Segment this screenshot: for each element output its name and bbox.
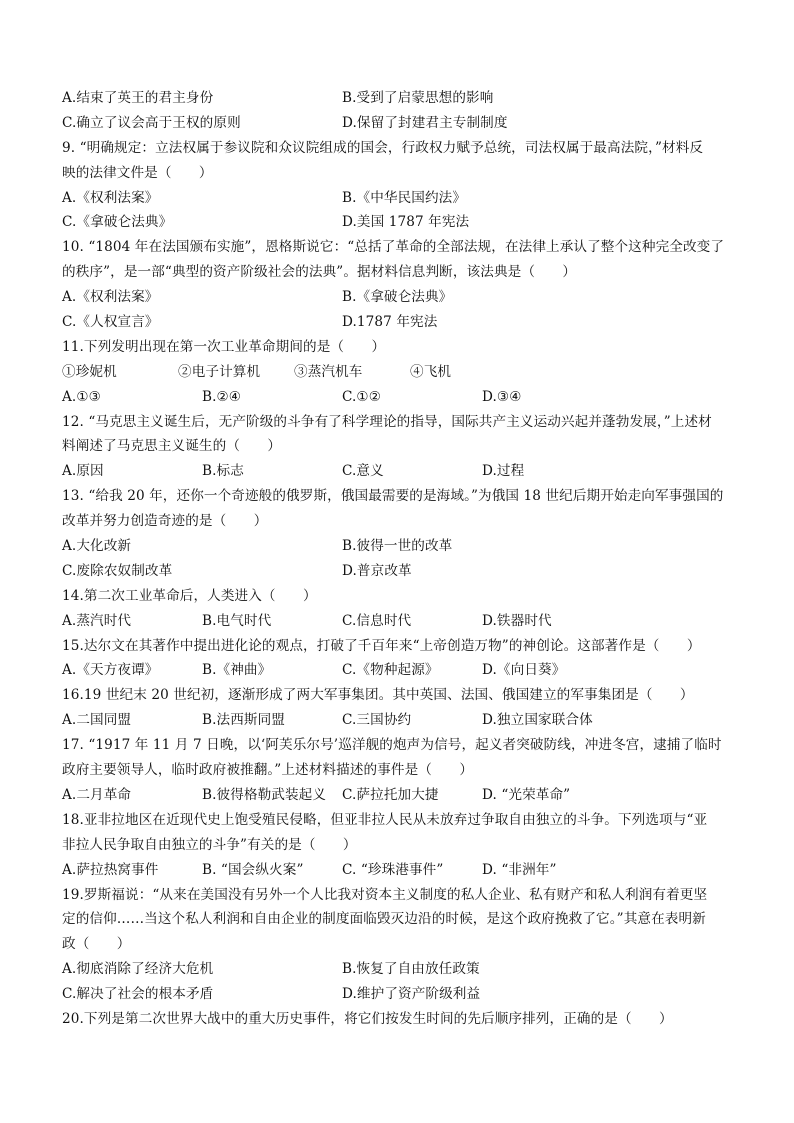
question-text-line: 14.第二次工业革命后，人类进入（ ）	[62, 587, 317, 604]
question-text-line: 政（ ）	[62, 936, 131, 953]
answer-option: B.标志	[202, 463, 244, 480]
answer-option: B.《中华民国约法》	[342, 189, 467, 206]
list-item: ①珍妮机	[62, 363, 117, 380]
question-text-line: 15.达尔文在其著作中提出进化论的观点，打破了千百年来“上帝创造万物”的神创论。这部著作是（ ）	[62, 637, 701, 654]
question-text-line: 12. “马克思主义诞生后，无产阶级的斗争有了科学理论的指导，国际共产主义运动兴起并蓬勃发展，”上述材	[62, 413, 712, 430]
answer-option: A.《天方夜谭》	[62, 662, 159, 679]
answer-option: C.信息时代	[342, 612, 412, 629]
question-text-line: 16.19 世纪末 20 世纪初，逐渐形成了两大军事集团。其中英国、法国、俄国建立的军事集团是（ ）	[62, 687, 694, 704]
answer-option: D.美国 1787 年宪法	[342, 214, 470, 231]
answer-options-row	[62, 957, 742, 982]
answer-option: C.解决了社会的根本矛盾	[62, 986, 214, 1003]
answer-option: C.《拿破仑法典》	[62, 214, 173, 231]
answer-option: C.《物种起源》	[342, 662, 439, 679]
answer-option: C.废除农奴制改革	[62, 562, 173, 579]
answer-options-row	[62, 111, 742, 136]
answer-option: D.过程	[482, 463, 525, 480]
answer-option: A.《权利法案》	[62, 289, 159, 306]
answer-options-row	[62, 285, 742, 310]
answer-option: B.彼得一世的改革	[342, 538, 453, 555]
answer-options-row	[62, 609, 742, 634]
answer-options-row	[62, 982, 742, 1007]
answer-options-row	[62, 658, 742, 683]
answer-options-row	[62, 708, 742, 733]
answer-option: A.二月革命	[62, 786, 132, 803]
answer-option: D.保留了封建君主专制制度	[342, 114, 508, 131]
answer-option: C.《人权宣言》	[62, 314, 159, 331]
list-item: ②电子计算机	[178, 363, 261, 380]
list-item: ③蒸汽机车	[294, 363, 363, 380]
answer-options-row	[62, 210, 742, 235]
question-text-line: 11.下列发明出现在第一次工业革命期间的是（ ）	[62, 338, 386, 355]
question-text-line: 20.下列是第二次世界大战中的重大历史事件，将它们按发生时间的先后顺序排列，正确的是（ ）	[62, 1010, 673, 1027]
answer-options-row	[62, 858, 742, 883]
answer-option: B.《拿破仑法典》	[342, 289, 453, 306]
answer-option: B.②④	[202, 388, 242, 405]
answer-option: A.萨拉热窝事件	[62, 861, 159, 878]
question-text-line: 9. “明确规定：立法权属于参议院和众议院组成的国会，行政权力赋予总统，司法权属于最高法院，”材料反	[62, 139, 704, 156]
question-text-line: 10. “1804 年在法国颁布实施”，恩格斯说它：“总括了革命的全部法规，在法律上承认了整个这种完全改变了	[62, 239, 725, 256]
question-text-line: 13. “给我 20 年，还你一个奇迹般的俄罗斯，俄国最需要的是海域。”为俄国 18 世纪后期开始走向军事强国的	[62, 488, 724, 505]
answer-option: D.独立国家联合体	[482, 712, 593, 729]
answer-option: D. “非洲年”	[482, 861, 557, 878]
answer-option: B.受到了启蒙思想的影响	[342, 90, 494, 106]
answer-option: C.意义	[342, 463, 384, 480]
answer-option: D.铁器时代	[482, 612, 552, 629]
answer-option: C.确立了议会高于王权的原则	[62, 114, 241, 131]
answer-option: C.萨拉托加大捷	[342, 786, 439, 803]
answer-options-row	[62, 310, 742, 335]
question-text-line: 改革并努力创造奇迹的是（ ）	[62, 513, 268, 530]
answer-option: A.蒸汽时代	[62, 612, 132, 629]
answer-option: D.③④	[482, 388, 522, 405]
answer-options-row	[62, 86, 742, 111]
answer-option: C.①②	[342, 388, 382, 405]
answer-option: A.原因	[62, 463, 104, 480]
answer-option: C.三国协约	[342, 712, 412, 729]
question-text-line: 18.亚非拉地区在近现代史上饱受殖民侵略，但亚非拉人民从未放弃过争取自由独立的斗争。下列选项与“亚	[62, 811, 708, 828]
answer-option: D.1787 年宪法	[342, 314, 438, 331]
answer-option: B.电气时代	[202, 612, 272, 629]
answer-option: B.彼得格勒武装起义	[202, 786, 327, 803]
question-text-line: 非拉人民争取自由独立的斗争”有关的是（ ）	[62, 836, 357, 853]
item-list-row	[62, 360, 742, 385]
answer-option: D.普京改革	[342, 562, 412, 579]
answer-options-row	[62, 534, 742, 559]
answer-option: B.《神曲》	[202, 662, 272, 679]
question-text-line: 映的法律文件是（ ）	[62, 164, 213, 181]
exam-page	[62, 86, 742, 1032]
answer-option: A.结束了英王的君主身份	[62, 90, 214, 106]
answer-option: B.法西斯同盟	[202, 712, 285, 729]
answer-options-row	[62, 385, 742, 410]
question-text-line: 的秩序”，是一部“典型的资产阶级社会的法典”。据材料信息判断，该法典是（ ）	[62, 264, 577, 281]
list-item: ④飞机	[410, 363, 452, 380]
question-text-line: 19.罗斯福说：“从来在美国没有另外一个人比我对资本主义制度的私人企业、私有财产和私人利润有着更坚	[62, 886, 708, 903]
answer-options-row	[62, 459, 742, 484]
answer-option: B. “国会纵火案”	[202, 861, 304, 878]
answer-option: D.维护了资产阶级利益	[342, 986, 481, 1003]
answer-option: A.《权利法案》	[62, 189, 159, 206]
answer-options-row	[62, 783, 742, 808]
question-text-line: 料阐述了马克思主义诞生的（ ）	[62, 438, 282, 455]
answer-option: A.大化改新	[62, 538, 132, 555]
answer-option: A.①③	[62, 388, 101, 405]
question-text-line: 定的信仰……当这个私人利润和自由企业的制度面临毁灭边沿的时候，是这个政府挽救了它。”其意在表明新	[62, 911, 706, 928]
answer-option: A.彻底消除了经济大危机	[62, 961, 214, 978]
answer-option: A.二国同盟	[62, 712, 132, 729]
question-text-line: 政府主要领导人，临时政府被推翻。”上述材料描述的事件是（ ）	[62, 762, 474, 779]
answer-option: D.《向日葵》	[482, 662, 566, 679]
answer-options-row	[62, 559, 742, 584]
answer-options-row	[62, 186, 742, 211]
question-text-line: 17. “1917 年 11 月 7 日晚，以‘阿芙乐尔号’巡洋舰的炮声为信号，起义者突破防线，冲进冬宫，逮捕了临时	[62, 737, 722, 754]
answer-option: B.恢复了自由放任政策	[342, 961, 480, 978]
answer-option: D. “光荣革命”	[482, 786, 571, 803]
answer-option: C. “珍珠港事件”	[342, 861, 444, 878]
